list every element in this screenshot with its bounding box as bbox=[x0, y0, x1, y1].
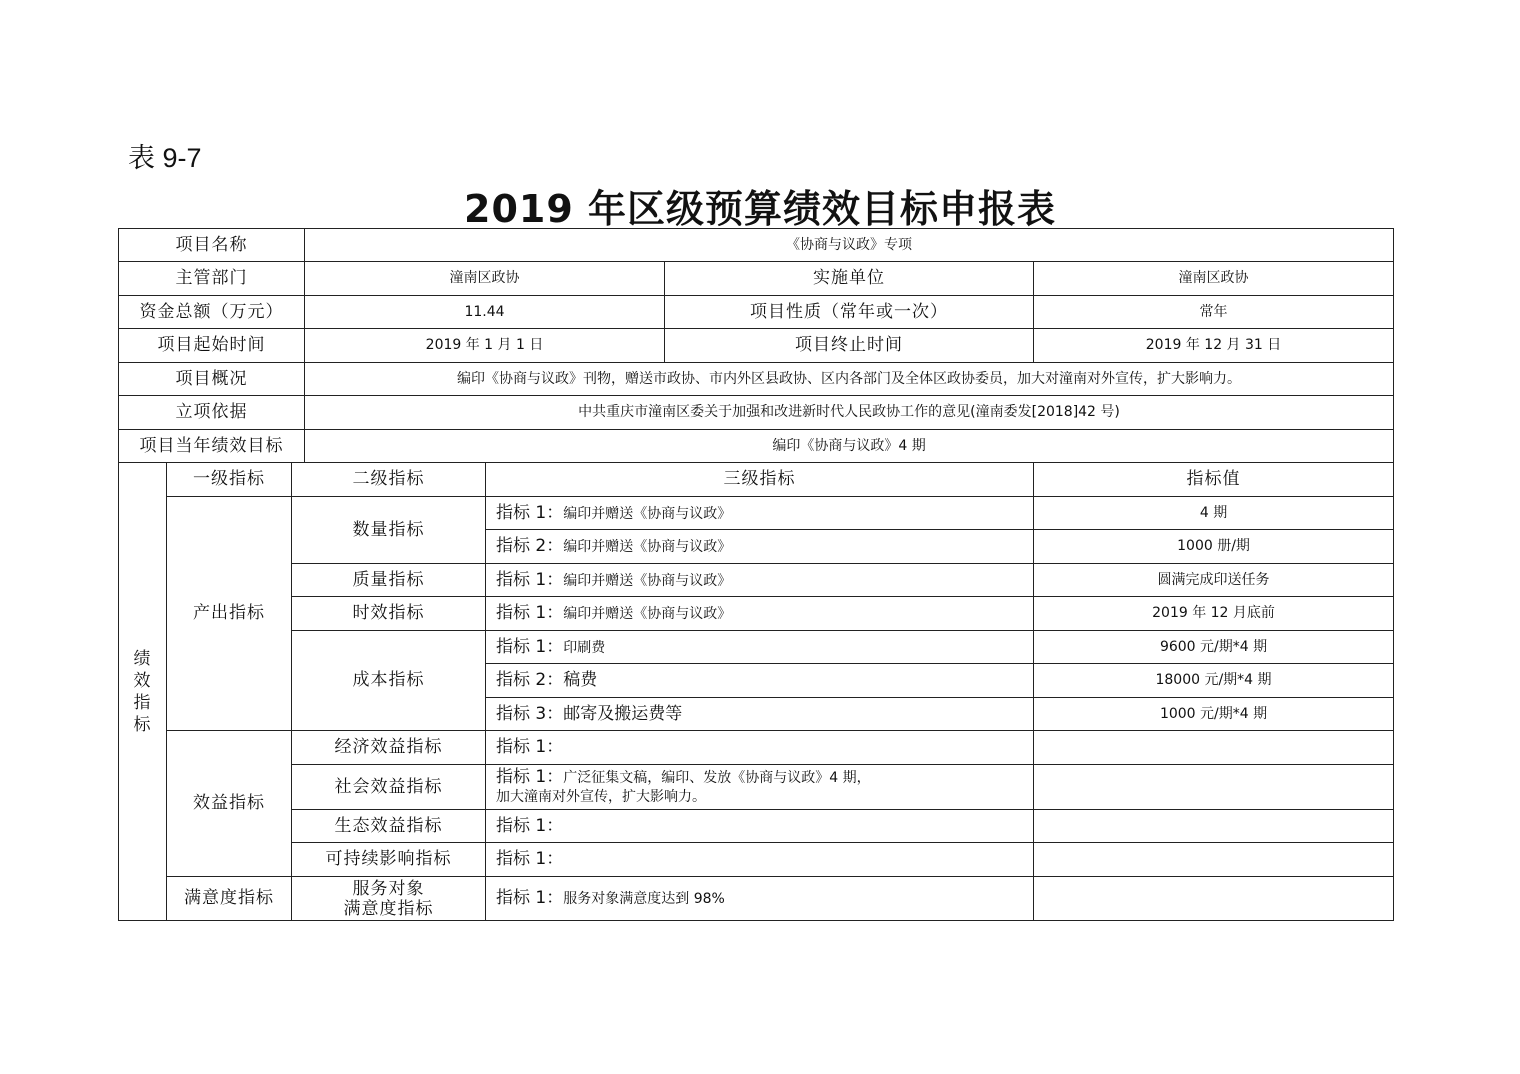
cost-indicator-1-value: 9600 元/期*4 期 bbox=[1034, 631, 1394, 664]
quantity-indicator-1 bbox=[486, 497, 1034, 530]
row-time bbox=[119, 329, 1394, 363]
dept-label: 主管部门 bbox=[119, 262, 305, 296]
quality-indicator-1-value: 圆满完成印送任务 bbox=[1034, 564, 1394, 597]
timeliness-indicator-1 bbox=[486, 597, 1034, 631]
nature-value: 常年 bbox=[1034, 296, 1394, 329]
ecological-benefit-indicator-1 bbox=[486, 810, 1034, 843]
timeliness-indicator-1-value: 2019 年 12 月底前 bbox=[1034, 597, 1394, 631]
indicator-text: 广泛征集文稿，编印、发放《协商与议政》4 期， bbox=[563, 770, 871, 786]
page-title: 2019 年区级预算绩效目标申报表 bbox=[464, 187, 1056, 231]
cost-indicator-3-value: 1000 元/期*4 期 bbox=[1034, 698, 1394, 731]
performance-indicator-section-label: 绩效指标 bbox=[119, 463, 167, 921]
satisfaction-indicator-label: 满意度指标 bbox=[167, 877, 292, 921]
sustainable-impact-indicator-1 bbox=[486, 843, 1034, 877]
indicator-text: 编印并赠送《协商与议政》 bbox=[563, 505, 732, 522]
cost-indicator-2-value: 18000 元/期*4 期 bbox=[1034, 664, 1394, 698]
service-satisfaction-label bbox=[292, 877, 486, 921]
overview-label: 项目概况 bbox=[119, 363, 305, 396]
timeliness-indicator-label: 时效指标 bbox=[292, 597, 486, 631]
goal-label: 项目当年绩效目标 bbox=[119, 430, 305, 463]
dept-value: 潼南区政协 bbox=[305, 262, 665, 296]
indicator-prefix: 指标 1： bbox=[496, 849, 564, 870]
row-department bbox=[119, 262, 1394, 296]
row-overview bbox=[119, 363, 1394, 396]
indicator-prefix: 指标 3：邮寄及搬运费等 bbox=[496, 703, 683, 724]
cost-indicator-1 bbox=[486, 631, 1034, 664]
cost-indicator-3 bbox=[486, 698, 1034, 731]
economic-benefit-indicator-1 bbox=[486, 731, 1034, 765]
overview-value: 编印《协商与议政》刊物，赠送市政协、市内外区县政协、区内各部门及全体区政协委员，加大对潼南对外宣传，扩大影响力。 bbox=[305, 363, 1394, 396]
quality-indicator-label: 质量指标 bbox=[292, 564, 486, 597]
table-row bbox=[119, 631, 1394, 664]
goal-value: 编印《协商与议政》4 期 bbox=[305, 430, 1394, 463]
sustainable-impact-label: 可持续影响指标 bbox=[292, 843, 486, 877]
economic-benefit-label: 经济效益指标 bbox=[292, 731, 486, 765]
indicator-prefix: 指标 1： bbox=[496, 767, 564, 787]
cost-indicator-label: 成本指标 bbox=[292, 631, 486, 731]
table-row bbox=[119, 597, 1394, 631]
end-time-label: 项目终止时间 bbox=[665, 329, 1034, 363]
indicator-prefix: 指标 1： bbox=[496, 888, 564, 909]
social-benefit-indicator-1 bbox=[486, 765, 1034, 810]
header-value: 指标值 bbox=[1034, 463, 1394, 497]
basis-label: 立项依据 bbox=[119, 396, 305, 430]
cost-indicator-2 bbox=[486, 664, 1034, 698]
benefit-indicator-label: 效益指标 bbox=[167, 731, 292, 877]
indicator-prefix: 指标 1： bbox=[496, 569, 564, 590]
indicator-prefix: 指标 1： bbox=[496, 636, 564, 657]
start-time-label: 项目起始时间 bbox=[119, 329, 305, 363]
row-project-name bbox=[119, 229, 1394, 262]
indicator-prefix: 指标 1： bbox=[496, 815, 564, 836]
indicator-text: 编印并赠送《协商与议政》 bbox=[563, 606, 732, 623]
table-row bbox=[119, 765, 1394, 810]
basis-value: 中共重庆市潼南区委关于加强和改进新时代人民政协工作的意见(潼南委发[2018]42 号) bbox=[305, 396, 1394, 430]
quantity-indicator-1-value: 4 期 bbox=[1034, 497, 1394, 530]
quantity-indicator-2-value: 1000 册/期 bbox=[1034, 530, 1394, 564]
project-name-label: 项目名称 bbox=[119, 229, 305, 262]
indicator-text: 编印并赠送《协商与议政》 bbox=[563, 572, 732, 589]
header-level2: 二级指标 bbox=[292, 463, 486, 497]
satisfaction-indicator-1 bbox=[486, 877, 1034, 921]
social-benefit-value bbox=[1034, 765, 1394, 810]
fund-label: 资金总额（万元） bbox=[119, 296, 305, 329]
start-time-value: 2019 年 1 月 1 日 bbox=[305, 329, 665, 363]
social-benefit-label: 社会效益指标 bbox=[292, 765, 486, 810]
project-name-value: 《协商与议政》专项 bbox=[305, 229, 1394, 262]
table-row bbox=[119, 731, 1394, 765]
row-goal bbox=[119, 430, 1394, 463]
output-indicator-label: 产出指标 bbox=[167, 497, 292, 731]
end-time-value: 2019 年 12 月 31 日 bbox=[1034, 329, 1394, 363]
table-row bbox=[119, 564, 1394, 597]
impl-unit-label: 实施单位 bbox=[665, 262, 1034, 296]
indicator-header-row bbox=[119, 463, 1394, 497]
row-basis bbox=[119, 396, 1394, 430]
ecological-benefit-label: 生态效益指标 bbox=[292, 810, 486, 843]
economic-benefit-value bbox=[1034, 731, 1394, 765]
table-row bbox=[119, 877, 1394, 921]
quality-indicator-1 bbox=[486, 564, 1034, 597]
header-level1: 一级指标 bbox=[167, 463, 292, 497]
header-level3: 三级指标 bbox=[486, 463, 1034, 497]
fund-value: 11.44 bbox=[305, 296, 665, 329]
ecological-benefit-value bbox=[1034, 810, 1394, 843]
indicator-text: 编印并赠送《协商与议政》 bbox=[563, 539, 732, 556]
indicator-prefix: 指标 1： bbox=[496, 502, 564, 523]
table-row bbox=[119, 843, 1394, 877]
row-fund bbox=[119, 296, 1394, 329]
impl-unit-value: 潼南区政协 bbox=[1034, 262, 1394, 296]
service-satisfaction-line1: 服务对象 bbox=[352, 878, 425, 899]
quantity-indicator-2 bbox=[486, 530, 1034, 564]
budget-performance-table bbox=[118, 228, 1394, 921]
indicator-text-continued: 加大潼南对外宣传，扩大影响力。 bbox=[496, 789, 707, 805]
indicator-prefix: 指标 1： bbox=[496, 603, 564, 624]
indicator-text: 服务对象满意度达到 98% bbox=[563, 891, 725, 908]
indicator-prefix: 指标 2：稿费 bbox=[496, 670, 598, 691]
table-row bbox=[119, 497, 1394, 530]
satisfaction-value bbox=[1034, 877, 1394, 921]
nature-label: 项目性质（常年或一次） bbox=[665, 296, 1034, 329]
quantity-indicator-label: 数量指标 bbox=[292, 497, 486, 564]
table-row bbox=[119, 810, 1394, 843]
indicator-text: 印刷费 bbox=[563, 639, 606, 656]
table-number-label: 表 9-7 bbox=[128, 143, 202, 173]
indicator-prefix: 指标 2： bbox=[496, 536, 564, 557]
service-satisfaction-line2: 满意度指标 bbox=[343, 898, 434, 919]
indicator-prefix: 指标 1： bbox=[496, 737, 564, 758]
sustainable-impact-value bbox=[1034, 843, 1394, 877]
